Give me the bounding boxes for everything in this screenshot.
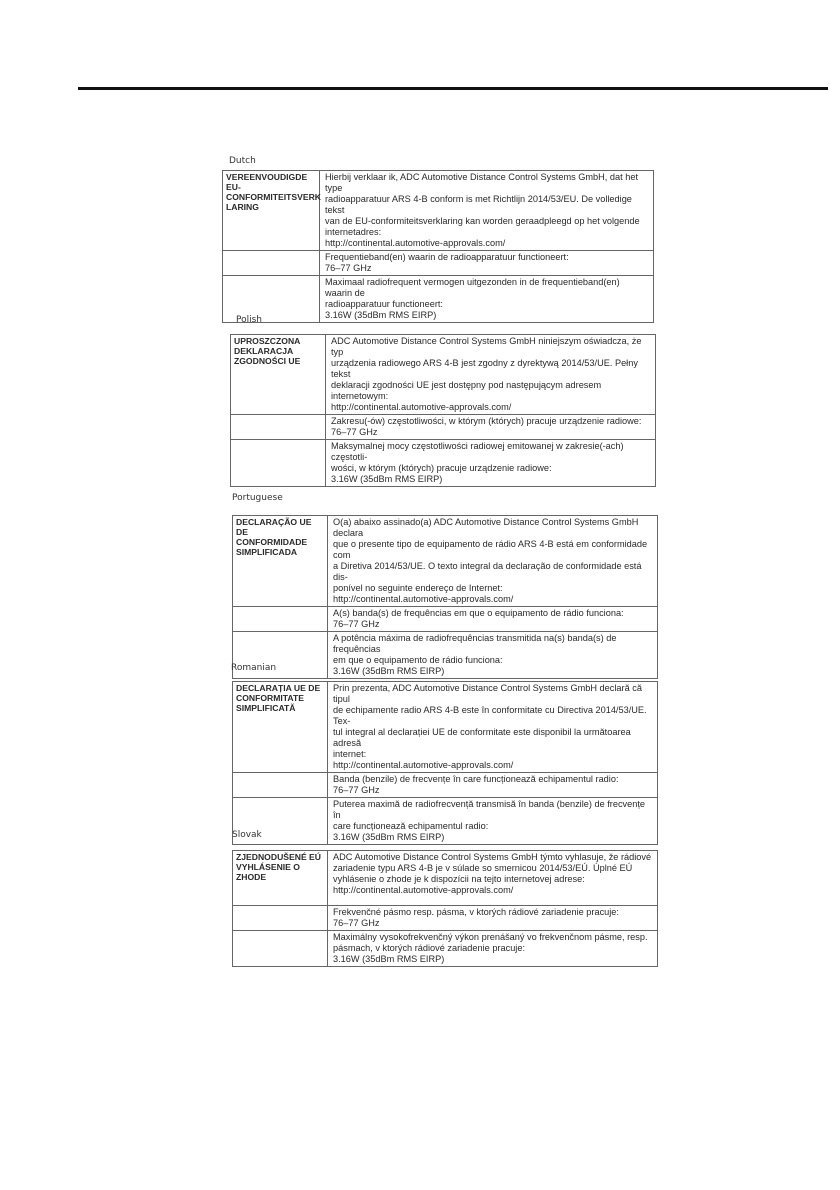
text-cell (328, 798, 658, 845)
url-text: http://continental.automotive-approvals.com/ (331, 402, 512, 412)
text-cell (326, 440, 656, 487)
heading-line: SIMPLIFICATĂ (236, 703, 296, 713)
text-cell (328, 906, 658, 931)
heading-line: SIMPLIFICADA (236, 547, 298, 557)
language-label: Dutch (229, 156, 256, 166)
frequency-value: 76–77 GHz (333, 918, 380, 928)
text-cell (326, 335, 656, 415)
heading-line: ZGODNOŚCI UE (234, 356, 301, 366)
language-label: Polish (236, 315, 263, 325)
text-line: deklaracji zgodności UE jest dostępny pod następującym adresem internetowym: (331, 380, 602, 401)
text-line: urządzenia radiowego ARS 4-B jest zgodny z dyrektywą 2014/53/UE. Pełny tekst (331, 358, 638, 379)
text-cell (328, 607, 658, 632)
header-rule (78, 87, 828, 90)
text-line: Hierbij verklaar ik, ADC Automotive Distance Control Systems GmbH, dat het type (325, 172, 638, 193)
text-line: A potência máxima de radiofrequências transmitida na(s) banda(s) de frequências (333, 633, 617, 654)
table-row (223, 251, 654, 276)
text-cell (320, 251, 654, 276)
frequency-value: 76–77 GHz (333, 619, 380, 629)
text-line: de echipamente radio ARS 4-B este în conformitate cu Directiva 2014/53/UE. Tex- (333, 705, 647, 726)
text-line: ADC Automotive Distance Control Systems GmbH niniejszym oświadcza, że typ (331, 336, 642, 357)
text-line: Puterea maximă de radiofrecvență transmisă în banda (benzile) de frecvențe în (333, 799, 646, 820)
text-line: Banda (benzile) de frecvențe în care funcționează echipamentul radio: (333, 774, 619, 784)
text-line: internet: (333, 749, 367, 759)
text-line: wości, w którym (których) pracuje urządzenie radiowe: (331, 463, 552, 473)
empty-cell (233, 773, 328, 798)
heading-line: EU- (226, 182, 241, 192)
text-line: radioapparatuur functioneert: (325, 299, 443, 309)
text-line: Frekvenčné pásmo resp. pásma, v ktorých rádiové zariadenie pracuje: (333, 907, 619, 917)
heading-line: DECLARAÇÃO UE DE (236, 517, 312, 537)
text-line: tul integral al declarației UE de conformitate este disponibil la următoarea adresă (333, 727, 631, 748)
table-row (233, 607, 658, 632)
text-line: radioapparatuur ARS 4-B conform is met Richtlijn 2014/53/EU. De volledige tekst (325, 194, 632, 215)
heading-cell (223, 171, 320, 251)
text-cell (328, 773, 658, 798)
text-line: Maksymalnej mocy częstotliwości radiowej emitowanej w zakresie(-ach) częstotli- (331, 441, 624, 462)
power-value: 3.16W (35dBm RMS EIRP) (333, 666, 445, 676)
text-line: Zakresu(-ów) częstotliwości, w którym (których) pracuje urządzenie radiowe: (331, 416, 642, 426)
url-text: http://continental.automotive-approvals.com/ (333, 885, 514, 895)
text-line: ADC Automotive Distance Control Systems GmbH týmto vyhlasuje, že rádiové (333, 852, 652, 862)
heading-line: DECLARAȚIA UE DE (236, 683, 321, 693)
empty-cell (233, 931, 328, 967)
power-value: 3.16W (35dBm RMS EIRP) (325, 310, 437, 320)
frequency-value: 76–77 GHz (331, 427, 378, 437)
table-row (233, 931, 658, 967)
table-row (233, 632, 658, 679)
language-label: Romanian (231, 663, 277, 673)
heading-line: CONFORMITATE (236, 693, 304, 703)
text-line: Maximaal radiofrequent vermogen uitgezonden in de frequentieband(en) waarin de (325, 277, 620, 298)
url-text: http://continental.automotive-approvals.com/ (325, 238, 506, 248)
text-cell (328, 851, 658, 906)
declaration-table (222, 170, 654, 323)
heading-line: DEKLARACJA (234, 346, 294, 356)
heading-cell (231, 335, 326, 415)
text-line: que o presente tipo de equipamento de rádio ARS 4-B está em conformidade com (333, 539, 648, 560)
text-cell (328, 931, 658, 967)
text-cell (328, 682, 658, 773)
declaration-table (232, 850, 658, 967)
text-line: O(a) abaixo assinado(a) ADC Automotive Distance Control Systems GmbH declara (333, 517, 639, 538)
empty-cell (233, 607, 328, 632)
empty-cell (231, 440, 326, 487)
heading-cell (233, 682, 328, 773)
text-line: a Diretiva 2014/53/UE. O texto integral da declaração de conformidade está dis- (333, 561, 642, 582)
power-value: 3.16W (35dBm RMS EIRP) (331, 474, 443, 484)
heading-line: VYHLÁSENIE O ZHODE (236, 862, 300, 882)
frequency-value: 76–77 GHz (333, 785, 380, 795)
text-line: em que o equipamento de rádio funciona: (333, 655, 503, 665)
table-row (233, 682, 658, 773)
table-row (233, 851, 658, 906)
text-line: care funcționează echipamentul radio: (333, 821, 489, 831)
table-row (233, 773, 658, 798)
declaration-table (232, 515, 658, 679)
text-cell (326, 415, 656, 440)
text-line: zariadenie typu ARS 4-B je v súlade so smernicou 2014/53/EÚ. Úplné EÚ (333, 863, 633, 873)
text-line: van de EU-conformiteitsverklaring kan worden geraadpleegd op het volgende (325, 216, 640, 226)
text-cell (328, 632, 658, 679)
text-line: internetadres: (325, 227, 382, 237)
frequency-value: 76–77 GHz (325, 263, 372, 273)
power-value: 3.16W (35dBm RMS EIRP) (333, 832, 445, 842)
text-line: Frequentieband(en) waarin de radioapparatuur functioneert: (325, 252, 569, 262)
table-row (223, 171, 654, 251)
table-row (233, 798, 658, 845)
table-row (231, 415, 656, 440)
heading-line: UPROSZCZONA (234, 336, 301, 346)
language-label: Slovak (232, 830, 262, 840)
empty-cell (223, 251, 320, 276)
heading-line: ZJEDNODUŠENÉ EÚ (236, 852, 321, 862)
heading-line: LARING (226, 202, 259, 212)
empty-cell (231, 415, 326, 440)
text-line: ponível no seguinte endereço de Internet: (333, 583, 503, 593)
text-line: pásmach, v ktorých rádiové zariadenie pracuje: (333, 943, 526, 953)
heading-line: CONFORMITEITSVERK (226, 192, 322, 202)
heading-cell (233, 516, 328, 607)
heading-cell (233, 851, 328, 906)
text-line: vyhlásenie o zhode je k dispozícii na tejto internetovej adrese: (333, 874, 585, 884)
table-row (233, 516, 658, 607)
text-line: Prin prezenta, ADC Automotive Distance Control Systems GmbH declară că tipul (333, 683, 642, 704)
text-cell (320, 171, 654, 251)
text-line: A(s) banda(s) de frequências em que o equipamento de rádio funciona: (333, 608, 624, 618)
text-cell (320, 276, 654, 323)
url-text: http://continental.automotive-approvals.com/ (333, 760, 514, 770)
language-label: Portuguese (232, 493, 283, 503)
empty-cell (233, 906, 328, 931)
heading-line: CONFORMIDADE (236, 537, 308, 547)
table-row (231, 440, 656, 487)
power-value: 3.16W (35dBm RMS EIRP) (333, 954, 445, 964)
table-row (233, 906, 658, 931)
url-text: http://continental.automotive-approvals.com/ (333, 594, 514, 604)
declaration-table (232, 681, 658, 845)
declaration-table (230, 334, 656, 487)
table-row (223, 276, 654, 323)
table-row (231, 335, 656, 415)
heading-line: VEREENVOUDIGDE (226, 172, 308, 182)
text-cell (328, 516, 658, 607)
text-line: Maximálny vysokofrekvenčný výkon prenášaný vo frekvenčnom pásme, resp. (333, 932, 648, 942)
